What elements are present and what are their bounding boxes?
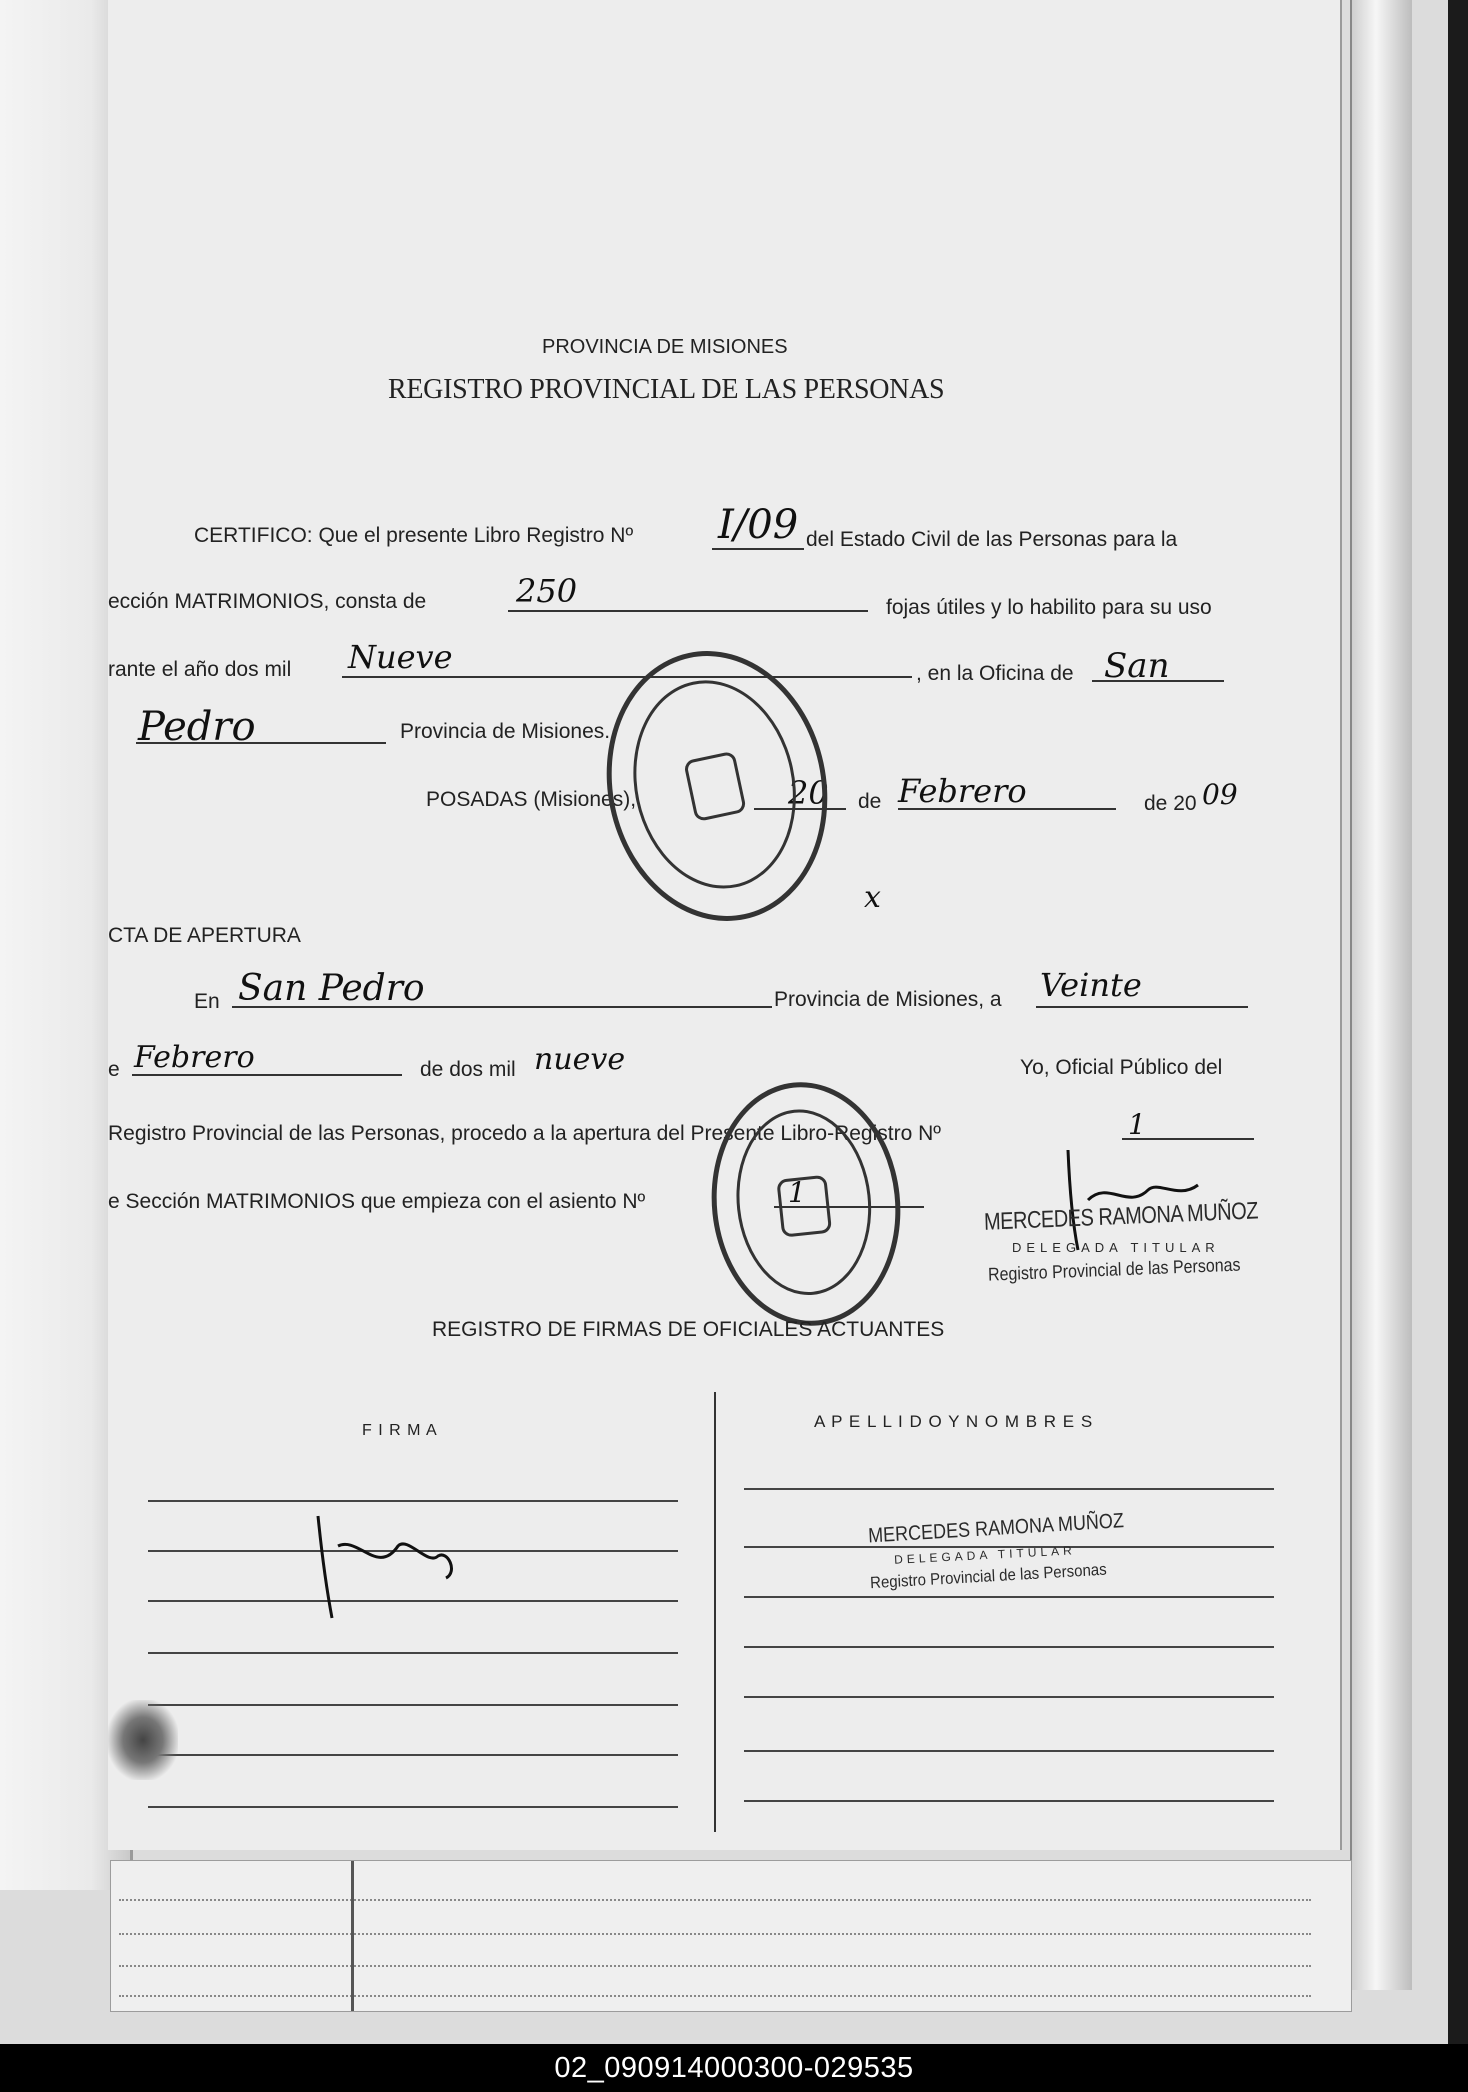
acta-year-text: de dos mil bbox=[420, 1058, 516, 1081]
underlying-page bbox=[110, 1860, 1352, 2012]
signatures-title: REGISTRO DE FIRMAS DE OFICIALES ACTUANTES bbox=[432, 1318, 945, 1341]
day-handwritten: 20 bbox=[788, 774, 829, 812]
office-handwritten-a: San bbox=[1104, 646, 1170, 686]
book-right-edge bbox=[1350, 0, 1412, 1990]
certificate-line2-suffix: fojas útiles y lo habilito para su uso bbox=[886, 596, 1212, 619]
column-divider bbox=[714, 1392, 716, 1832]
stamp-org: Registro Provincial de las Personas bbox=[987, 1255, 1241, 1286]
signature-row-line bbox=[148, 1704, 678, 1706]
register-signature bbox=[288, 1506, 488, 1626]
signature-row-line bbox=[148, 1500, 678, 1502]
acta-place-suffix: Provincia de Misiones, a bbox=[774, 988, 1002, 1011]
acta-day-handwritten: Veinte bbox=[1040, 966, 1142, 1004]
place-date-prefix: POSADAS (Misiones), bbox=[426, 788, 637, 811]
certificate-line3-suffix: , en la Oficina de bbox=[916, 662, 1074, 685]
office-handwritten-b: Pedro bbox=[138, 704, 256, 750]
name-row-line bbox=[744, 1488, 1274, 1490]
coat-of-arms-icon bbox=[776, 1175, 832, 1238]
acta-entry-no-handwritten: 1 bbox=[788, 1176, 806, 1209]
fill-line bbox=[898, 808, 1116, 810]
certificate-line4-suffix: Provincia de Misiones. bbox=[400, 720, 611, 743]
fill-line bbox=[132, 1074, 402, 1076]
image-caption: 02_090914000300-029535 bbox=[554, 2052, 914, 2084]
fill-line bbox=[342, 676, 912, 678]
stamp-role: DELEGADA TITULAR bbox=[1012, 1240, 1220, 1255]
acta-line4: e Sección MATRIMONIOS que empieza con el asiento Nº bbox=[108, 1190, 646, 1213]
year-suffix-handwritten: 09 bbox=[1202, 778, 1238, 811]
acta-year-handwritten: nueve bbox=[534, 1042, 626, 1077]
fill-line bbox=[1036, 1006, 1248, 1008]
document-page bbox=[108, 0, 1342, 1850]
acta-month-prefix: e bbox=[108, 1058, 120, 1081]
fill-line bbox=[508, 610, 868, 612]
name-row-line bbox=[744, 1750, 1274, 1752]
register-stamp-name: MERCEDES RAMONA MUÑOZ bbox=[867, 1508, 1125, 1548]
certificate-line1-prefix: CERTIFICO: Que el presente Libro Registro Nº bbox=[194, 524, 634, 547]
ink-smudge bbox=[108, 1700, 178, 1780]
fill-line bbox=[1092, 680, 1224, 682]
acta-official-text: Yo, Oficial Público del bbox=[1020, 1056, 1223, 1079]
signature-row-line bbox=[148, 1806, 678, 1808]
dotted-line bbox=[119, 1933, 1311, 1935]
name-row-line bbox=[744, 1696, 1274, 1698]
acta-en-label: En bbox=[194, 990, 220, 1013]
dotted-line bbox=[119, 1995, 1311, 1997]
fill-line bbox=[712, 548, 804, 550]
registry-heading: REGISTRO PROVINCIAL DE LAS PERSONAS bbox=[388, 374, 945, 405]
year-prefix: de 20 bbox=[1144, 792, 1197, 815]
col-header-names: A P E L L I D O Y N O M B R E S bbox=[814, 1412, 1094, 1431]
col-header-signature: F I R M A bbox=[362, 1422, 438, 1439]
handwritten-mark: x bbox=[864, 880, 881, 915]
signature-row-line bbox=[148, 1754, 678, 1756]
column-divider bbox=[351, 1861, 354, 2011]
name-row-line bbox=[744, 1646, 1274, 1648]
certificate-line1-suffix: del Estado Civil de las Personas para la bbox=[806, 528, 1178, 551]
delegation-seal-oval bbox=[700, 1073, 912, 1335]
signature-row-line bbox=[148, 1652, 678, 1654]
month-handwritten: Febrero bbox=[898, 772, 1027, 810]
fill-line bbox=[232, 1006, 772, 1008]
acta-month-handwritten: Febrero bbox=[134, 1040, 255, 1075]
dotted-line bbox=[119, 1899, 1311, 1901]
dotted-line bbox=[119, 1965, 1311, 1967]
certificate-line3-prefix: rante el año dos mil bbox=[108, 658, 292, 681]
fill-line bbox=[136, 742, 386, 744]
book-number-handwritten: I/09 bbox=[718, 502, 799, 548]
acta-line3: Registro Provincial de las Personas, procedo a la apertura del Presente Libro-Registro Nº bbox=[108, 1122, 941, 1145]
register-stamp-org: Registro Provincial de las Personas bbox=[869, 1560, 1108, 1593]
folios-handwritten: 250 bbox=[516, 572, 578, 610]
province-heading: PROVINCIA DE MISIONES bbox=[542, 336, 788, 358]
register-stamp-role: DELEGADA TITULAR bbox=[893, 1543, 1077, 1567]
stamp-name: MERCEDES RAMONA MUÑOZ bbox=[983, 1197, 1259, 1236]
date-de-label: de bbox=[858, 790, 882, 813]
acta-book-no-handwritten: 1 bbox=[1128, 1108, 1146, 1141]
acta-title: CTA DE APERTURA bbox=[108, 924, 301, 947]
name-row-line bbox=[744, 1596, 1274, 1598]
acta-place-handwritten: San Pedro bbox=[238, 968, 425, 1009]
year-word-handwritten: Nueve bbox=[348, 638, 453, 676]
certificate-line2-prefix: ección MATRIMONIOS, consta de bbox=[108, 590, 427, 613]
name-row-line bbox=[744, 1800, 1274, 1802]
